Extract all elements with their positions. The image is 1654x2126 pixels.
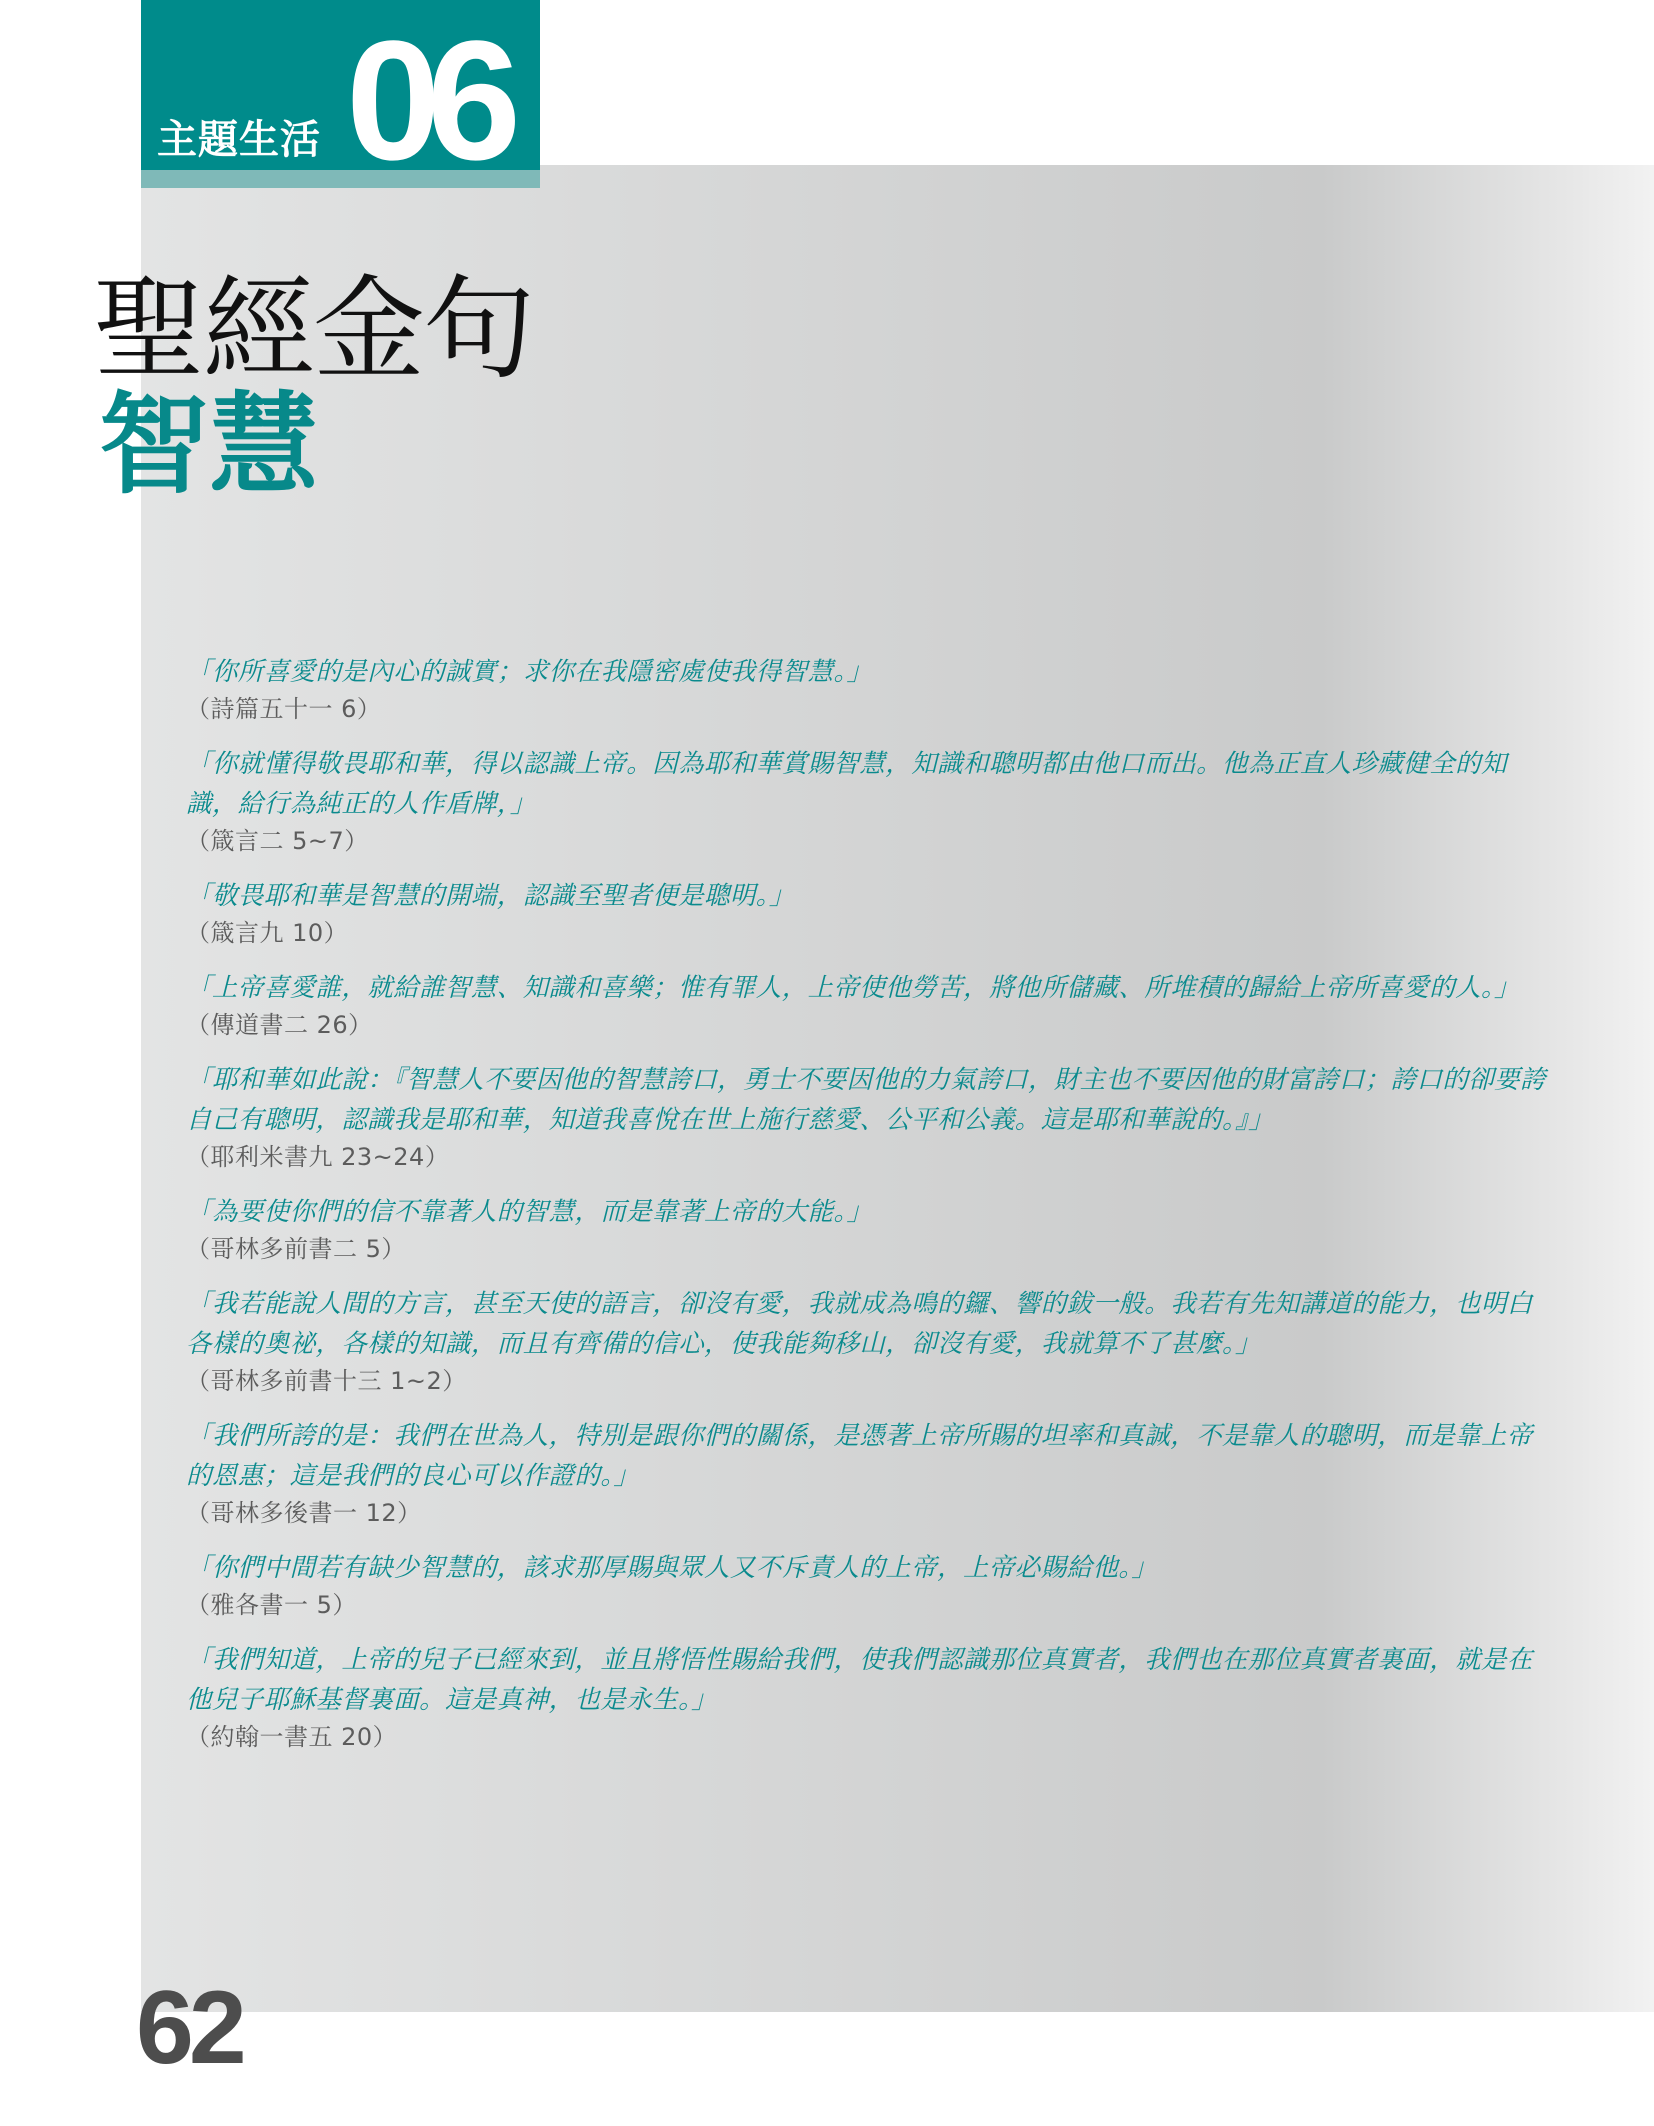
verse-reference: （傳道書二 26） [186,1011,373,1039]
verse-item [186,744,1551,858]
verse-reference: （雅各書一 5） [186,1591,357,1619]
page-title: 聖經金句 [93,265,533,395]
verse-reference: （詩篇五十一 6） [186,695,382,723]
verse-item [186,876,1551,950]
verse-text: 「我若能說人間的方言，甚至天使的語言，卻沒有愛，我就成為鳴的鑼、響的鈸一般。我若有先知講道的能力，也明白各樣的奧祕，各樣的知識，而且有齊備的信心，使我能夠移山，卻沒有愛，我就算不了甚麼。」 [186,1289,1533,1359]
verse-text: 「上帝喜愛誰，就給誰智慧、知識和喜樂；惟有罪人，上帝使他勞苦，將他所儲藏、所堆積的歸給上帝所喜愛的人。」 [186,973,1521,1003]
verse-reference: （約翰一書五 20） [186,1723,398,1751]
verse-reference: （哥林多後書一 12） [186,1499,422,1527]
verse-item [186,1192,1551,1266]
verse-item [186,968,1551,1042]
verse-item [186,1284,1551,1398]
verse-item [186,652,1551,726]
verse-text: 「你所喜愛的是內心的誠實；求你在我隱密處使我得智慧。」 [186,657,873,687]
verse-reference: （哥林多前書十三 1~2） [186,1367,467,1395]
section-label: 主題生活 [157,117,321,163]
verse-reference: （箴言二 5~7） [186,827,369,855]
verse-text: 「耶和華如此說：『智慧人不要因他的智慧誇口，勇士不要因他的力氣誇口，財主也不要因他的財富誇口；誇口的卻要誇自己有聰明，認識我是耶和華，知道我喜悅在世上施行慈愛、公平和公義。這是耶和華說的。』」 [186,1065,1546,1135]
verse-item [186,1548,1551,1622]
verse-reference: （哥林多前書二 5） [186,1235,406,1263]
verse-item [186,1416,1551,1530]
verse-text: 「你們中間若有缺少智慧的，該求那厚賜與眾人又不斥責人的上帝，上帝必賜給他。」 [186,1553,1158,1583]
verse-reference: （箴言九 10） [186,919,349,947]
verse-text: 「你就懂得敬畏耶和華，得以認識上帝。因為耶和華賞賜智慧，知識和聰明都由他口而出。他為正直人珍藏健全的知識，給行為純正的人作盾牌，」 [186,749,1507,819]
verse-text: 「我們知道，上帝的兒子已經來到，並且將悟性賜給我們，使我們認識那位真實者，我們也在那位真實者裏面，就是在他兒子耶穌基督裏面。這是真神，也是永生。」 [186,1645,1533,1715]
section-number: 06 [346,6,508,196]
verse-text: 「為要使你們的信不靠著人的智慧，而是靠著上帝的大能。」 [186,1197,873,1227]
verse-reference: （耶利米書九 23~24） [186,1143,450,1171]
verse-text: 「我們所誇的是：我們在世為人，特別是跟你們的關係，是憑著上帝所賜的坦率和真誠，不是靠人的聰明，而是靠上帝的恩惠；這是我們的良心可以作證的。」 [186,1421,1533,1491]
page-subtitle: 智慧 [99,381,319,509]
verse-item [186,1060,1551,1174]
verse-text: 「敬畏耶和華是智慧的開端，認識至聖者便是聰明。」 [186,881,795,911]
verse-list [186,652,1551,1772]
page-number: 62 [136,1970,242,2086]
verse-item [186,1640,1551,1754]
